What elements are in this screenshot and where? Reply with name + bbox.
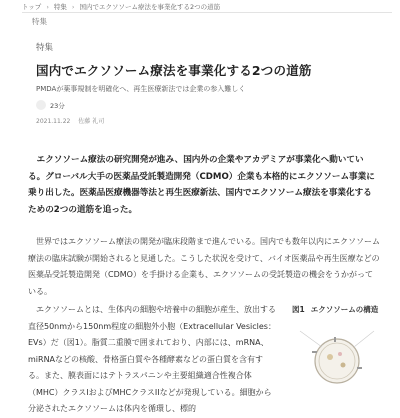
section-label: 特集	[32, 17, 47, 26]
breadcrumb	[22, 2, 392, 11]
header-divider	[22, 12, 392, 13]
breadcrumb-item-current: 国内でエクソソーム療法を事業化する2つの道筋	[79, 3, 221, 11]
breadcrumb-separator: ›	[46, 3, 49, 11]
figure-number: 図1	[292, 305, 305, 314]
breadcrumb-item-top[interactable]: トップ	[22, 3, 42, 11]
article-category: 特集	[36, 43, 54, 53]
share-count: 23分	[50, 101, 65, 110]
article-lead: エクソソーム療法の研究開発が進み、国内外の企業やアカデミアが事業化へ動いている。グローバル大手の医薬品受託製造開発（CDMO）企業も本格的にエクソソーム事業に乗り出した。医薬品医療機器等法と再生医療新法、国内でエクソソーム療法を事業化するための2つの道筋を追った。	[28, 155, 375, 215]
share-icon[interactable]	[36, 100, 46, 110]
breadcrumb-item-feature[interactable]: 特集	[53, 3, 67, 11]
article-paragraph: 世界ではエクソソーム療法の開発が臨床段階まで進んでいる。国内でも数年以内にエクソソーム療法の臨床試験が開始されると見通した。こうした状況を受けて、バイオ医薬品や再生医療などの医薬品受託製造開発（CDMO）を手掛ける企業も、エクソソームの受託製造の機会をうかがっている。	[28, 237, 380, 296]
breadcrumb-separator: ›	[71, 3, 75, 11]
article-author[interactable]: 佐藤 礼司	[78, 118, 105, 125]
article-date: 2021.11.22	[36, 118, 71, 125]
share-bar	[36, 100, 65, 110]
figure-caption	[292, 304, 392, 315]
article-paragraph: エクソソームとは、生体内の細胞や培養中の細胞が産生、放出する直径50nmから150nm程度の細胞外小胞（Extracellular Vesicles：EVs）だ（図1）。脂質二重膜で囲まれており、内部には、mRNA、miRNAなどの核酸、骨格蛋白質や各種酵素などの蛋白質を含有する。また、膜表面にはテトラスパニンや主要組織適合性複合体（MHC）クラスIおよびMHCクラスIIなどが発現している。細胞から分泌されたエクソソームは体内を循環し、標的	[28, 305, 276, 413]
figure-1	[292, 304, 392, 400]
article-title: 国内でエクソソーム療法を事業化する2つの道筋	[36, 63, 312, 78]
article-meta	[36, 116, 110, 125]
exosome-structure-illustration	[292, 321, 382, 385]
figure-title: エクソソームの構造	[310, 305, 379, 314]
article-subtitle: PMDAが薬事規制を明確化へ、再生医療新法では企業の参入難しく	[36, 85, 246, 93]
exosome-diagram-image[interactable]	[292, 321, 382, 385]
